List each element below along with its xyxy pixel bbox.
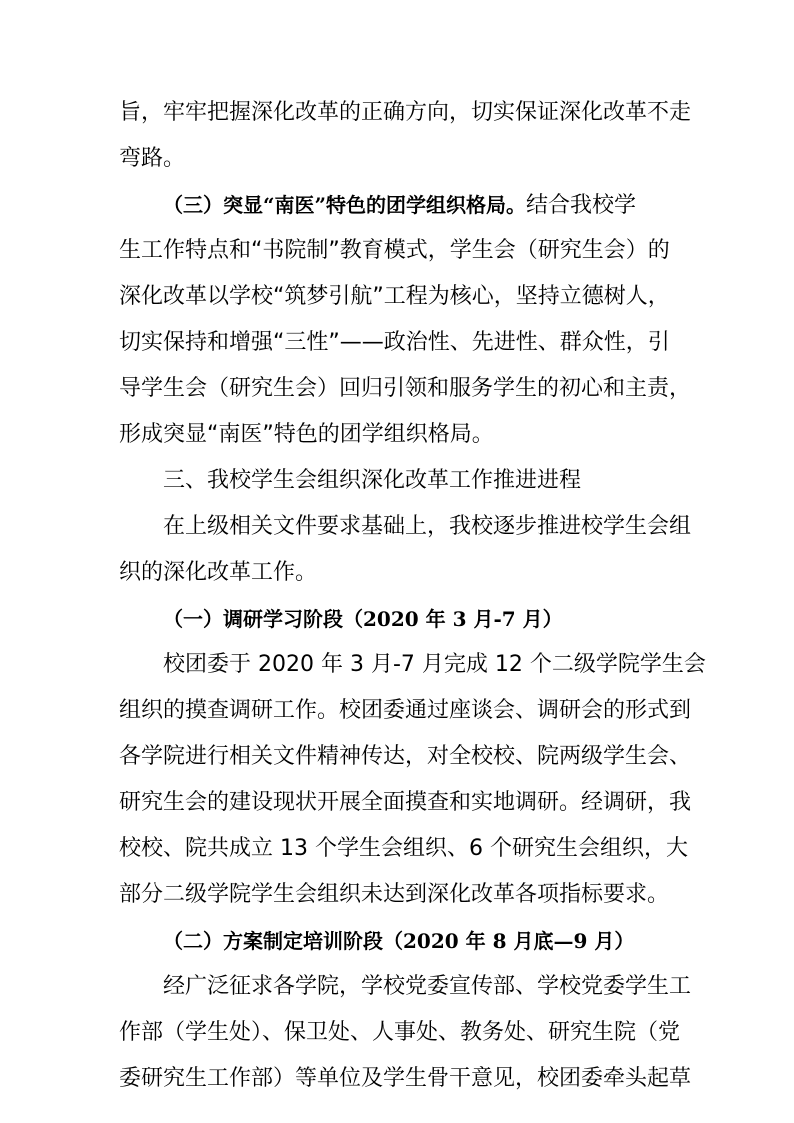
- section-heading-3-text: 结合我校学: [526, 193, 637, 218]
- paragraph-line: 旨，牢牢把握深化改革的正确方向，切实保证深化改革不走: [119, 100, 692, 125]
- paragraph-line: 切实保持和增强“三性”——政治性、先进性、群众性，引: [119, 330, 670, 355]
- paragraph-line: 导学生会（研究生会）回归引领和服务学生的初心和主责，: [119, 376, 692, 401]
- paragraph-line: 校校、院共成立 13 个学生会组织、6 个研究生会组织，大: [119, 836, 688, 861]
- paragraph-line: 各学院进行相关文件精神传达，对全校校、院两级学生会、: [119, 744, 692, 769]
- paragraph-line: 形成突显“南医”特色的团学组织格局。: [119, 422, 494, 447]
- subsection-heading-2: （二）方案制定培训阶段（2020 年 8 月底—9 月）: [163, 929, 635, 953]
- paragraph-line: 在上级相关文件要求基础上，我校逐步推进校学生会组: [163, 514, 692, 539]
- subsection-heading-1: （一）调研学习阶段（2020 年 3 月-7 月）: [163, 607, 563, 631]
- paragraph-line: 经广泛征求各学院，学校党委宣传部、学校党委学生工: [163, 974, 692, 999]
- paragraph-line: 深化改革以学校“筑梦引航”工程为核心，坚持立德树人，: [119, 284, 670, 309]
- paragraph-line: 作部（学生处）、保卫处、人事处、教务处、研究生院（党: [119, 1020, 681, 1045]
- section-heading-3-title: （三）突显“南医”特色的团学组织格局。: [163, 193, 527, 217]
- section-heading-3: [163, 190, 733, 221]
- paragraph-line: 校团委于 2020 年 3 月-7 月完成 12 个二级学院学生会: [163, 652, 706, 677]
- paragraph-line: 生工作特点和“书院制”教育模式，学生会（研究生会）的: [119, 238, 670, 263]
- paragraph-line: 研究生会的建设现状开展全面摸查和实地调研。经调研，我: [119, 790, 692, 815]
- paragraph-line: 部分二级学院学生会组织未达到深化改革各项指标要求。: [119, 882, 670, 907]
- paragraph-line: 组织的摸查调研工作。校团委通过座谈会、调研会的形式到: [119, 698, 692, 723]
- section-title-3: 三、我校学生会组织深化改革工作推进进程: [163, 468, 582, 493]
- paragraph-line: 弯路。: [119, 146, 186, 171]
- paragraph-line: 织的深化改革工作。: [119, 560, 318, 585]
- paragraph-line: 委研究生工作部）等单位及学生骨干意见，校团委牵头起草: [119, 1066, 692, 1091]
